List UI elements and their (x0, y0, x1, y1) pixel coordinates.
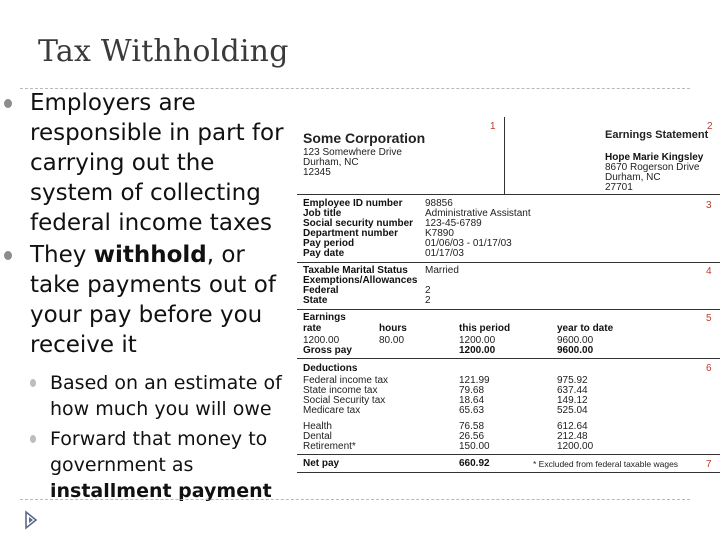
net-pay-label: Net pay (303, 458, 340, 469)
employee-address: 27701 (605, 182, 633, 193)
divider (297, 309, 720, 310)
earnings-rate: 1200.00 (303, 335, 340, 346)
slide-title: Tax Withholding (38, 34, 289, 69)
tax-value: 2 (425, 285, 431, 296)
info-value: Administrative Assistant (425, 208, 531, 219)
earnings-header-ytd: year to date (557, 323, 614, 334)
earnings-header-this-period: this period (459, 323, 511, 334)
info-label: Social security number (303, 218, 414, 229)
info-label: Department number (303, 228, 399, 239)
tax-value: Married (425, 265, 459, 276)
sub-bullet-list (4, 370, 296, 504)
info-label: Employee ID number (303, 198, 403, 209)
deduction-ytd: 525.04 (557, 405, 588, 416)
bold-term: installment payment (50, 480, 272, 502)
gross-pay-ytd: 9600.00 (557, 345, 594, 356)
deduction-label: Dental (303, 431, 332, 442)
earnings-hours: 80.00 (379, 335, 405, 346)
tax-label: Federal (303, 285, 339, 296)
bottom-divider (20, 499, 690, 500)
tax-label: Taxable Marital Status (303, 265, 408, 276)
sub-bullet-item (4, 370, 296, 422)
earnings-header-rate: rate (303, 323, 322, 334)
company-address: 12345 (303, 167, 331, 178)
deduction-label: Social Security tax (303, 395, 386, 406)
net-pay-note: * Excluded from federal taxable wages (533, 459, 679, 469)
bullet-text: Forward that money to government as (50, 428, 268, 476)
statement-heading: Earnings Statement (605, 129, 709, 141)
deduction-label: Federal income tax (303, 375, 389, 386)
tax-label: State (303, 295, 328, 306)
bullet-text: Based on an estimate of how much you will owe (50, 372, 282, 420)
bullet-item (4, 88, 296, 238)
company-address: Durham, NC (303, 157, 359, 168)
deduction-this-period: 26.56 (459, 431, 485, 442)
divider (297, 472, 720, 473)
info-label: Pay period (303, 238, 355, 249)
deduction-this-period: 18.64 (459, 395, 485, 406)
tax-label: Exemptions/Allowances (303, 275, 418, 286)
employee-name: Hope Marie Kingsley (605, 152, 704, 163)
info-value: K7890 (425, 228, 454, 239)
bullet-text: Employers are responsible in part for carrying out the system of collecting federal income taxes (30, 90, 284, 236)
deduction-ytd: 1200.00 (557, 441, 594, 452)
deduction-label: Medicare tax (303, 405, 361, 416)
section-number: 6 (706, 363, 712, 374)
info-value: 98856 (425, 198, 453, 209)
divider (297, 262, 720, 263)
section-number: 3 (706, 200, 712, 211)
deduction-label: Retirement* (303, 441, 356, 452)
info-value: 123-45-6789 (425, 218, 482, 229)
divider (297, 358, 720, 359)
deduction-this-period: 65.63 (459, 405, 485, 416)
bullet-dot-icon (30, 379, 36, 387)
sub-bullet-item (4, 426, 296, 504)
earnings-this-period: 1200.00 (459, 335, 496, 346)
gross-pay-this-period: 1200.00 (459, 345, 496, 356)
triangle-arrow-icon (24, 510, 38, 530)
section-number: 5 (706, 313, 712, 324)
bullet-list (4, 88, 296, 504)
divider (297, 454, 720, 455)
earnings-ytd: 9600.00 (557, 335, 594, 346)
employee-address: 8670 Rogerson Drive (605, 162, 700, 173)
section-number: 1 (490, 121, 496, 132)
info-value: 01/17/03 (425, 248, 464, 259)
company-address: 123 Somewhere Drive (303, 147, 402, 158)
deduction-this-period: 76.58 (459, 421, 485, 432)
tax-value: 2 (425, 295, 431, 306)
deduction-this-period: 79.68 (459, 385, 485, 396)
bullet-text: They (30, 242, 94, 268)
earnings-header-hours: hours (379, 323, 407, 334)
deduction-label: State income tax (303, 385, 378, 396)
bullet-text: , or take payments out of your pay before you receive it (30, 242, 276, 358)
bullet-dot-icon (4, 99, 12, 108)
info-value: 01/06/03 - 01/17/03 (425, 238, 512, 249)
bullet-dot-icon (4, 251, 12, 260)
divider (504, 117, 505, 195)
info-label: Pay date (303, 248, 345, 259)
deduction-ytd: 637.44 (557, 385, 588, 396)
earnings-statement (297, 117, 720, 473)
bullet-item (4, 240, 296, 360)
deduction-ytd: 212.48 (557, 431, 588, 442)
net-pay-value: 660.92 (459, 458, 490, 469)
company-name: Some Corporation (303, 130, 426, 146)
bold-term: withhold (93, 242, 207, 268)
deduction-ytd: 149.12 (557, 395, 588, 406)
employee-address: Durham, NC (605, 172, 661, 183)
deduction-this-period: 150.00 (459, 441, 490, 452)
gross-pay-label: Gross pay (303, 345, 352, 356)
divider (297, 194, 720, 195)
earnings-title: Earnings (303, 312, 346, 323)
deduction-ytd: 975.92 (557, 375, 588, 386)
section-number: 7 (706, 459, 712, 470)
deduction-ytd: 612.64 (557, 421, 588, 432)
deduction-this-period: 121.99 (459, 375, 490, 386)
deduction-label: Health (303, 421, 332, 432)
section-number: 2 (707, 121, 713, 132)
info-label: Job title (303, 208, 342, 219)
deductions-title: Deductions (303, 363, 358, 374)
section-number: 4 (706, 266, 712, 277)
bullet-dot-icon (30, 435, 36, 443)
